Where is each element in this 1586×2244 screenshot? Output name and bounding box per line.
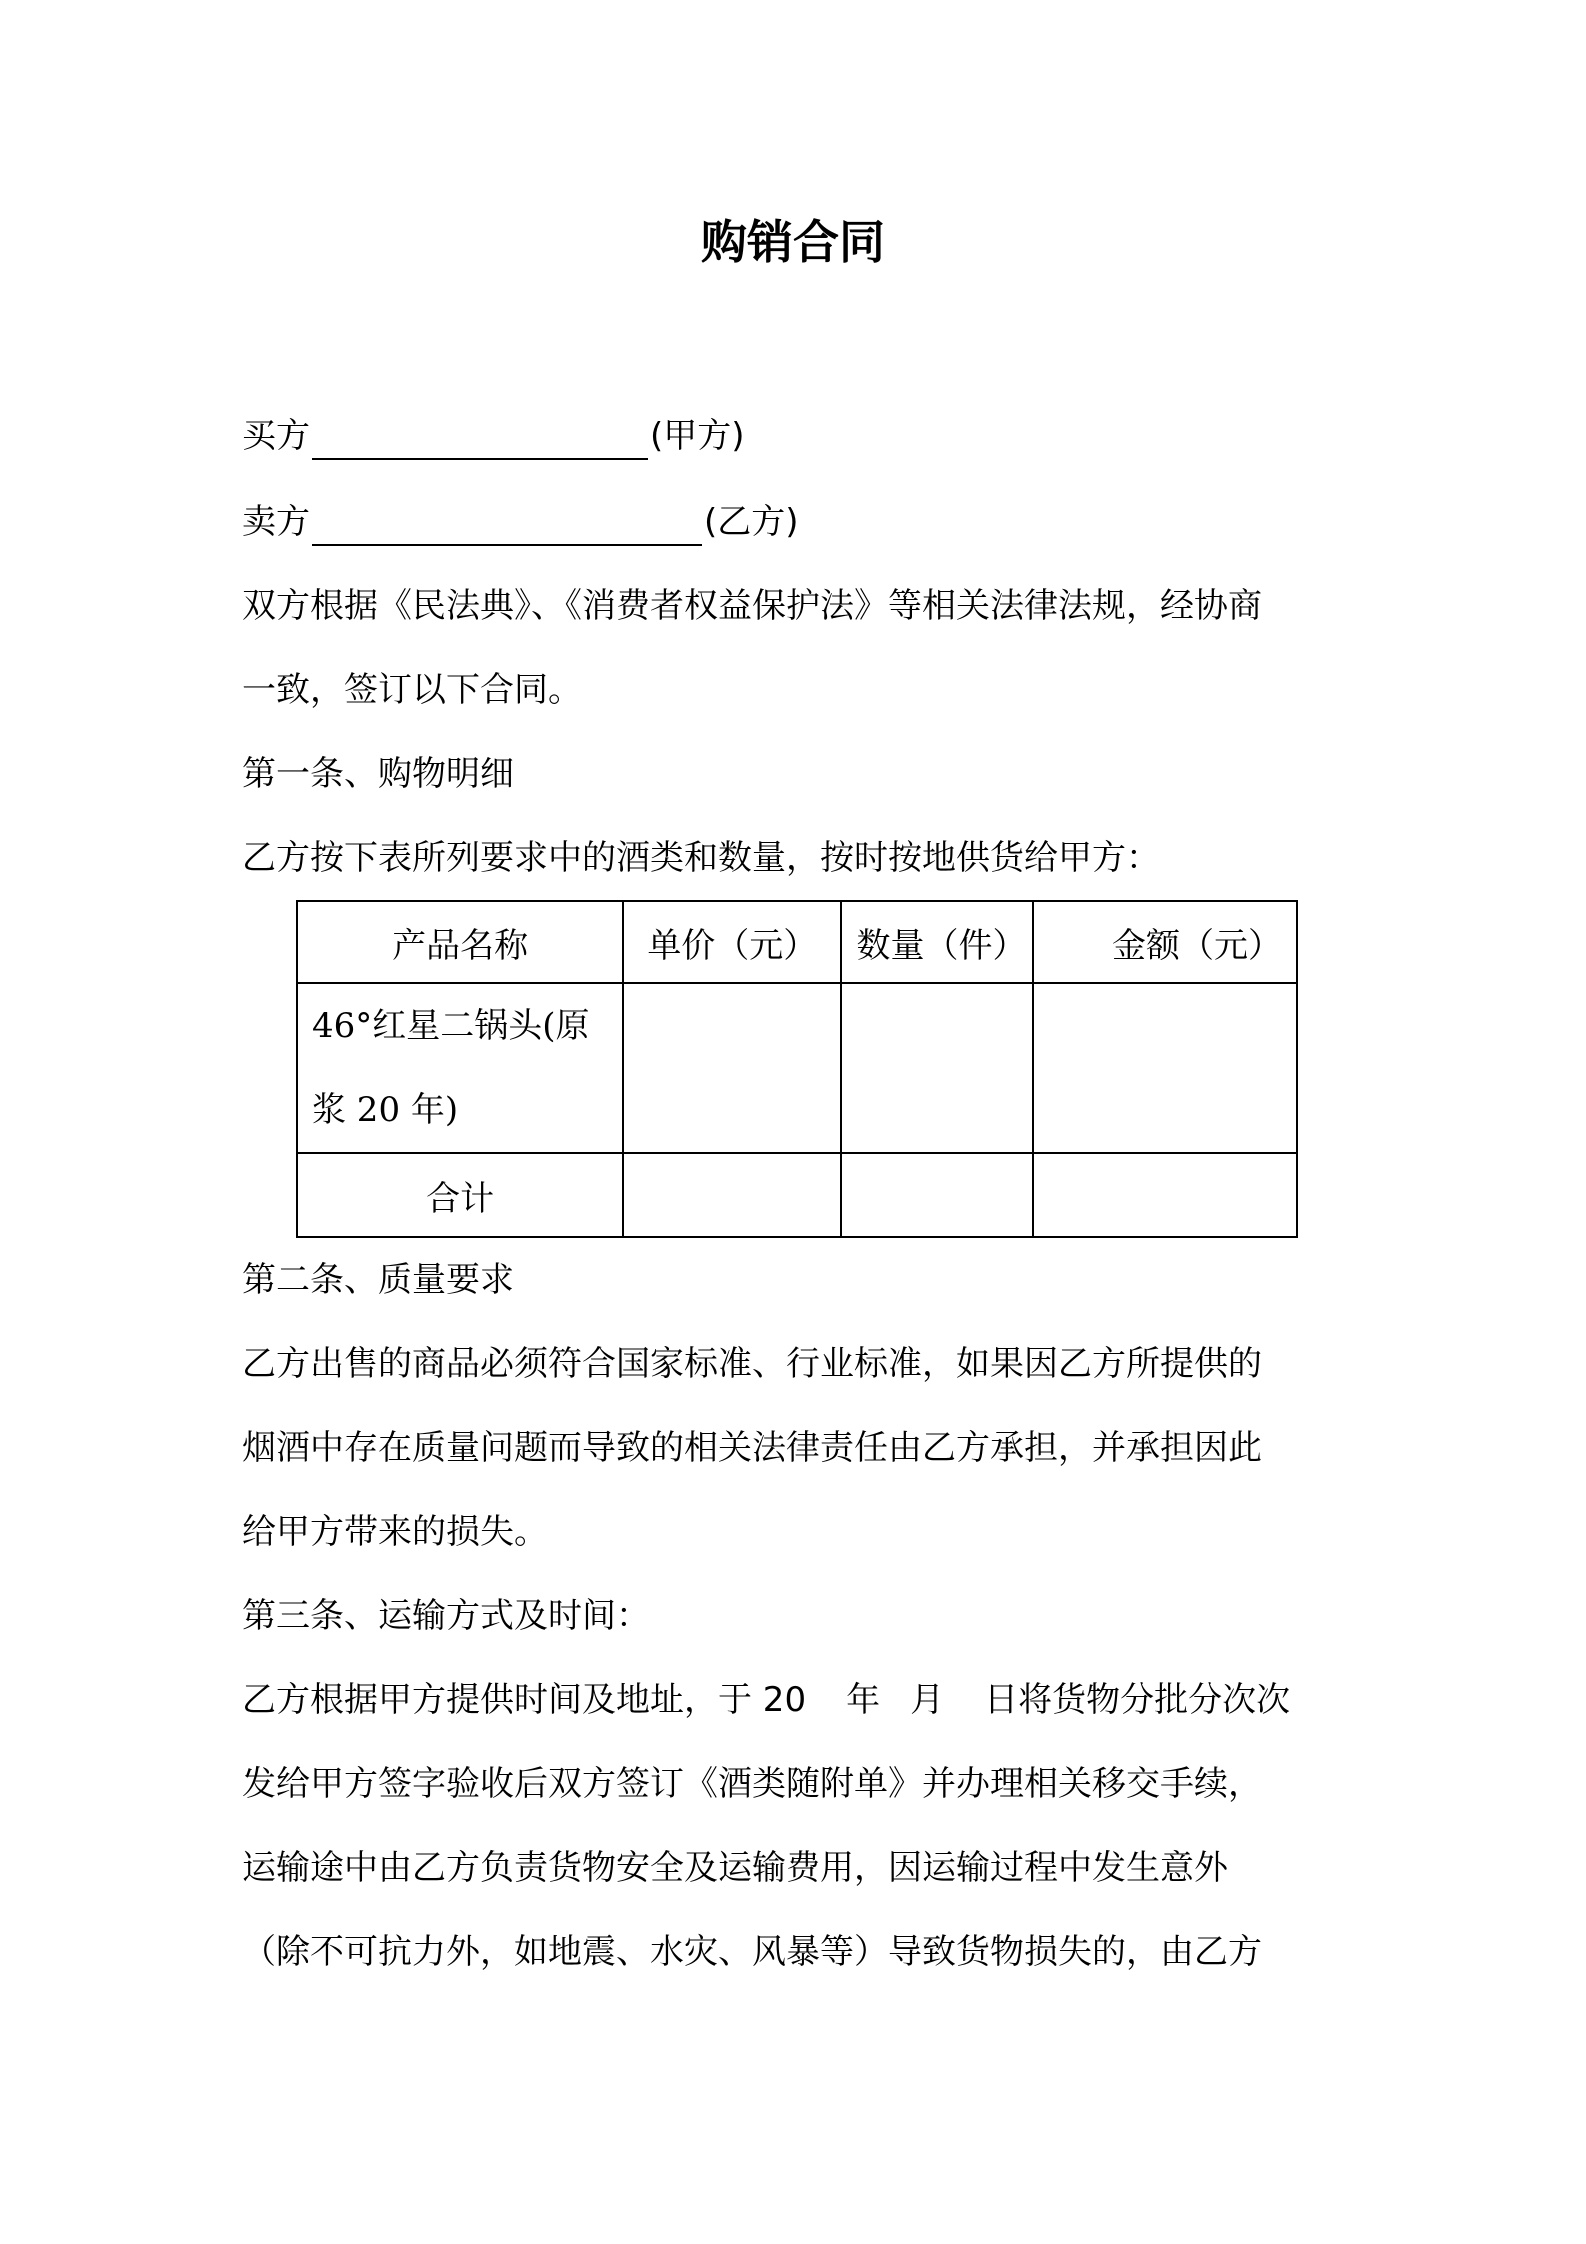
header-quantity: 数量（件）: [841, 901, 1033, 983]
header-unit-price: 单价（元）: [623, 901, 841, 983]
article2-heading: 第二条、质量要求: [242, 1260, 514, 1300]
table-header-row: [297, 901, 1297, 983]
article3-line-2: 发给甲方签字验收后双方签订《酒类随附单》并办理相关移交手续，: [242, 1764, 1262, 1804]
article2-line-2: 烟酒中存在质量问题而导致的相关法律责任由乙方承担，并承担因此: [242, 1428, 1262, 1468]
article2-line-3: 给甲方带来的损失。: [242, 1512, 548, 1552]
seller-name-blank[interactable]: [312, 504, 702, 546]
total-unit-price-cell[interactable]: [623, 1153, 841, 1237]
article3-line-1: [242, 1676, 1290, 1724]
intro-line-2: 一致，签订以下合同。: [242, 670, 582, 710]
product-name-cell: [297, 983, 623, 1153]
buyer-label: 买方: [242, 416, 310, 456]
intro-line-1: 双方根据《民法典》、《消费者权益保护法》等相关法律法规，经协商: [242, 586, 1262, 626]
seller-suffix: (乙方): [704, 502, 799, 542]
article3-line-1-part-b: 日将货物分批分次次: [984, 1680, 1291, 1720]
buyer-suffix: (甲方): [650, 416, 745, 456]
total-quantity-cell[interactable]: [841, 1153, 1033, 1237]
goods-table: [296, 900, 1298, 1238]
table-total-row: [297, 1153, 1297, 1237]
buyer-line: [242, 412, 745, 460]
document-title: 购销合同: [701, 215, 885, 269]
unit-price-cell[interactable]: [623, 983, 841, 1153]
buyer-name-blank[interactable]: [312, 418, 648, 460]
header-product-name: 产品名称: [297, 901, 623, 983]
quantity-cell[interactable]: [841, 983, 1033, 1153]
article3-heading: 第三条、运输方式及时间：: [242, 1596, 650, 1636]
header-amount: 金额（元）: [1033, 901, 1297, 983]
month-label: 月: [910, 1680, 945, 1720]
article3-line-1-part-a: 乙方根据甲方提供时间及地址，于 20: [242, 1680, 807, 1720]
article1-text: 乙方按下表所列要求中的酒类和数量，按时按地供货给甲方：: [242, 838, 1160, 878]
seller-line: [242, 498, 799, 546]
total-amount-cell[interactable]: [1033, 1153, 1297, 1237]
article3-line-3: 运输途中由乙方负责货物安全及运输费用，因运输过程中发生意外: [242, 1848, 1228, 1888]
article2-line-1: 乙方出售的商品必须符合国家标准、行业标准，如果因乙方所提供的: [242, 1344, 1262, 1384]
article3-line-4: （除不可抗力外，如地震、水灾、风暴等）导致货物损失的，由乙方: [242, 1932, 1262, 1972]
product-name-line-2: 浆 20 年): [312, 1090, 459, 1130]
article1-heading: 第一条、购物明细: [242, 754, 514, 794]
seller-label: 卖方: [242, 502, 310, 542]
amount-cell[interactable]: [1033, 983, 1297, 1153]
table-row: [297, 983, 1297, 1153]
year-label: 年: [846, 1680, 881, 1720]
total-label: 合计: [297, 1153, 623, 1237]
product-name-line-1: 46°红星二锅头(原: [312, 1006, 590, 1046]
